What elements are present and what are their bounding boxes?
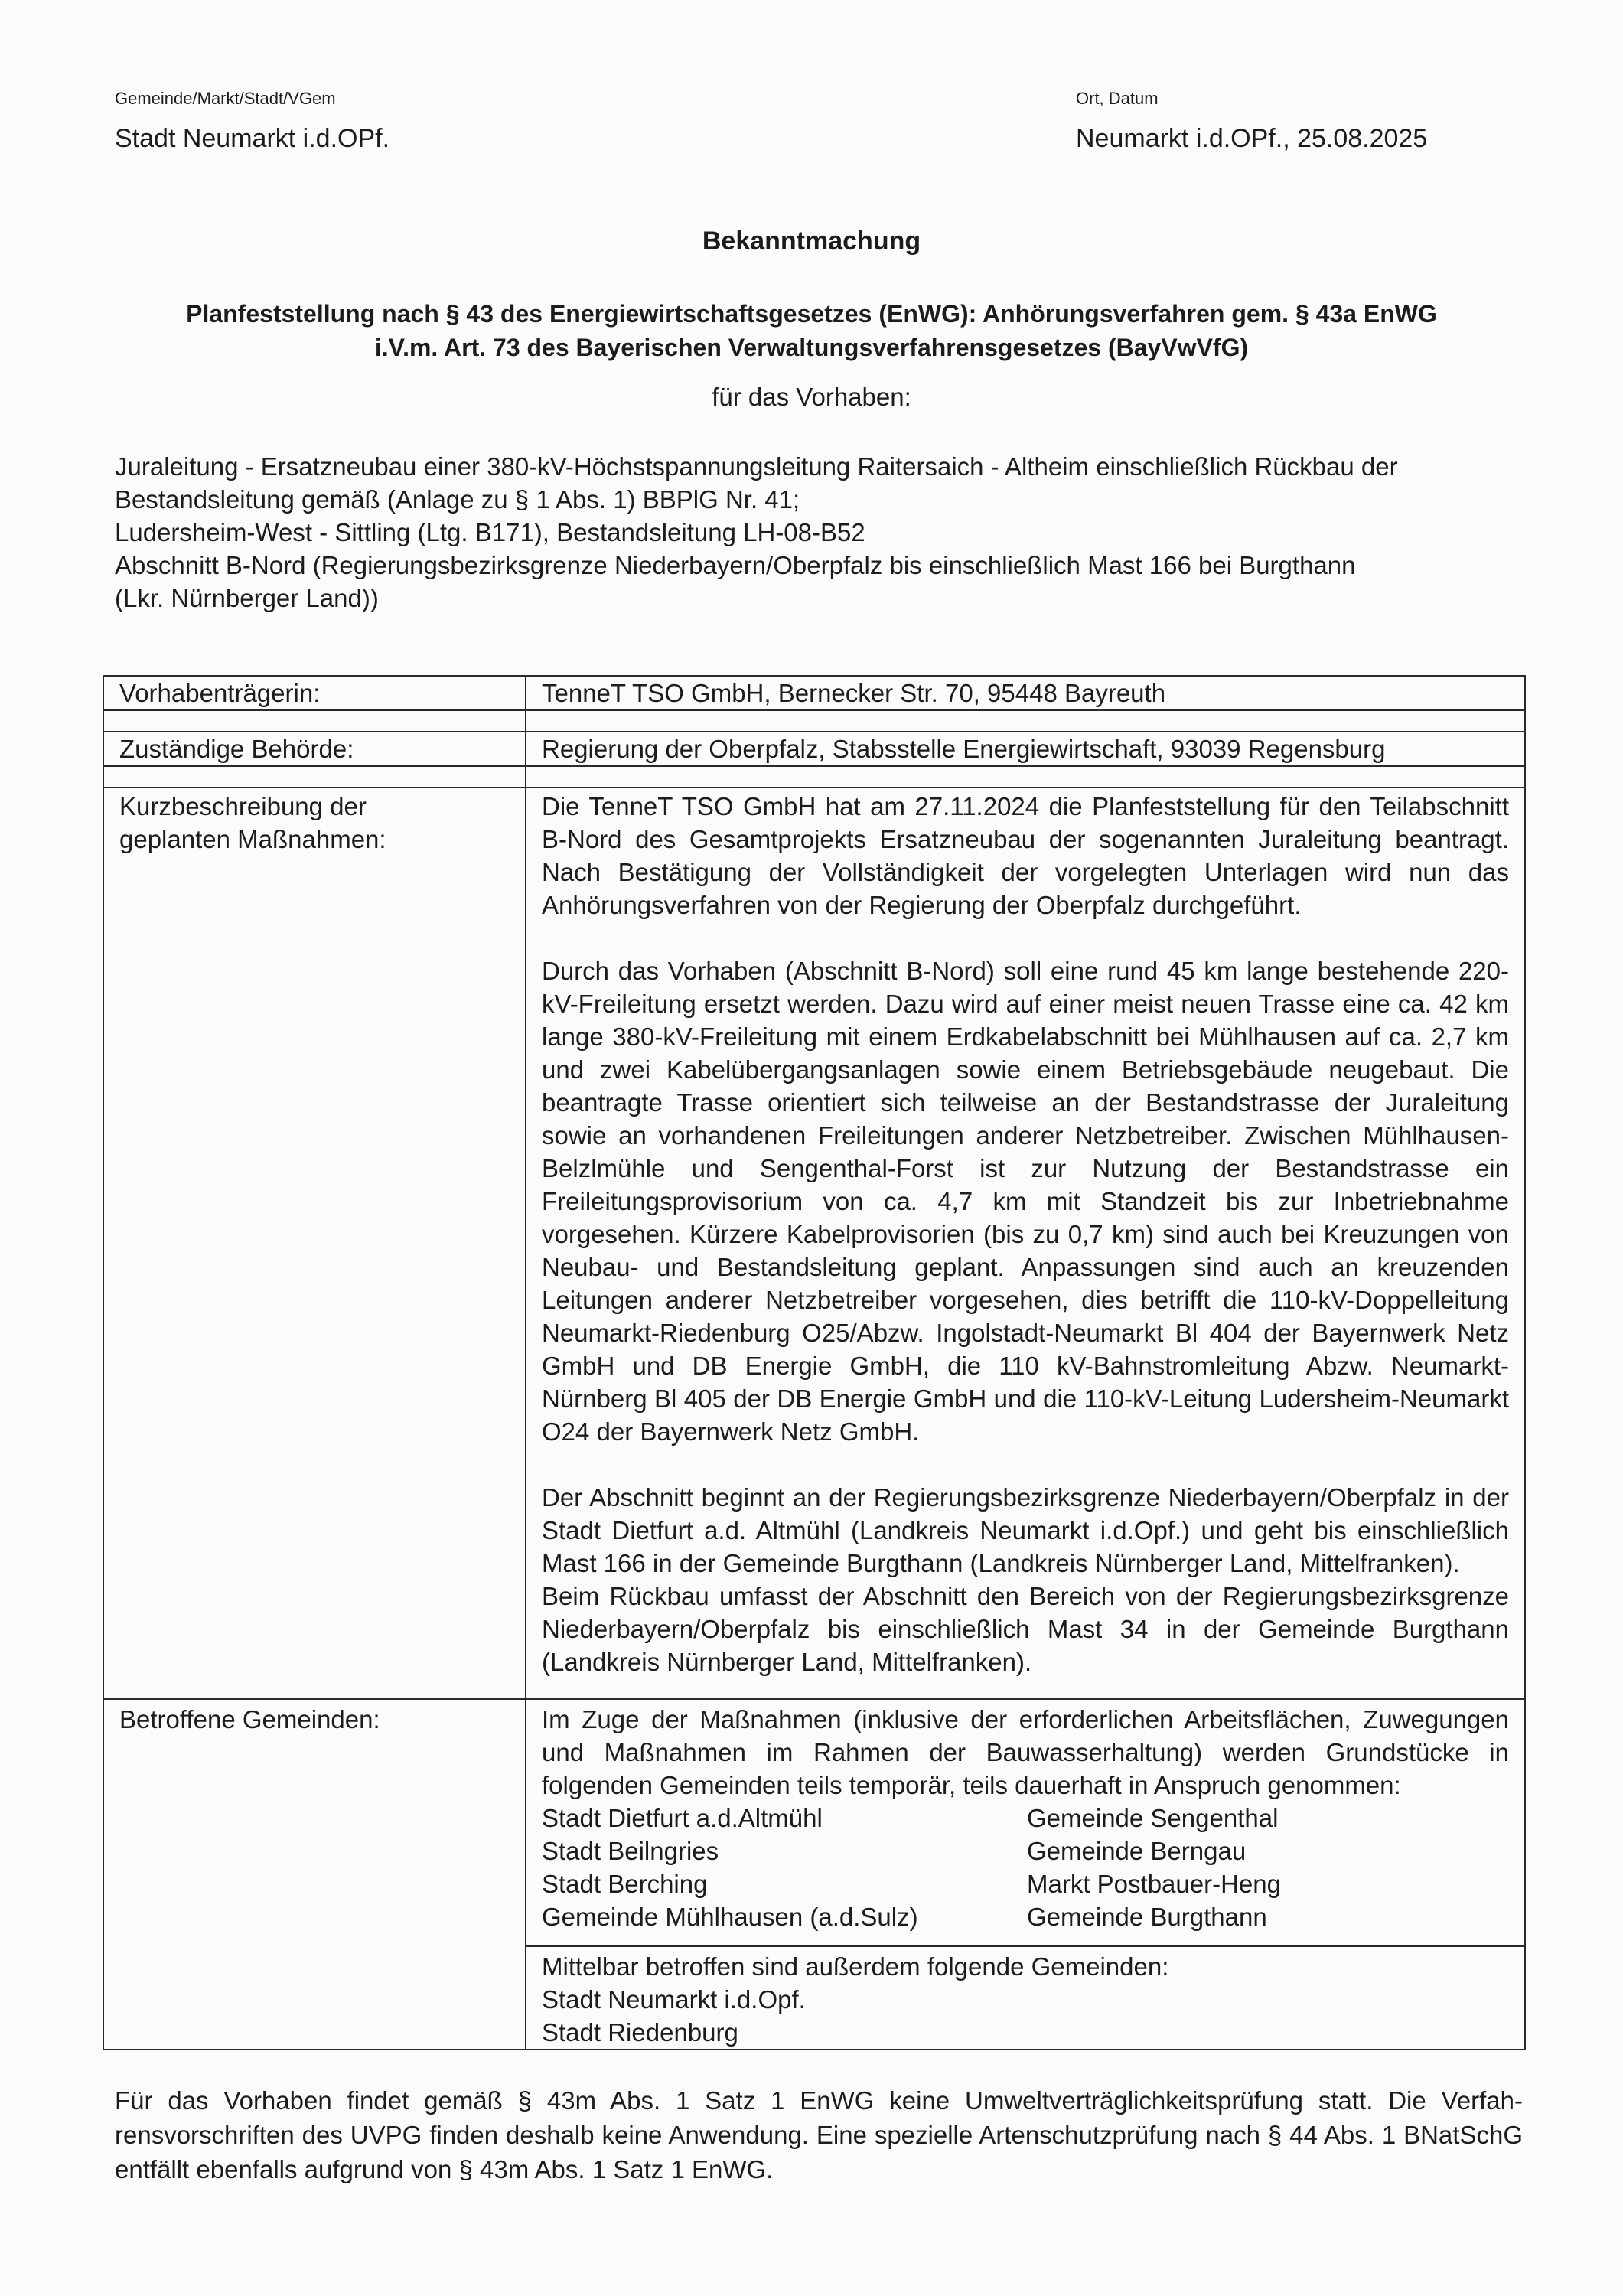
project-line: Ludersheim-West - Sittling (Ltg. B171), Bestandsleitung LH-08-B52 (115, 518, 865, 546)
town-item: Stadt Riedenburg (542, 2018, 738, 2047)
town-item: Stadt Dietfurt a.d.Altmühl (542, 1804, 823, 1832)
subtitle-line: Planfeststellung nach § 43 des Energiewirtschaftsgesetzes (EnWG): Anhörungsverfahren gem. § 43a EnWG (186, 300, 1437, 328)
municipality-value: Stadt Neumarkt i.d.OPf. (115, 124, 390, 153)
kurzbeschreibung-value (526, 788, 1525, 1699)
document-title: Bekanntmachung (702, 227, 921, 256)
town-item: Stadt Berching (542, 1870, 708, 1898)
table-row (103, 676, 1525, 710)
footer-note: Für das Vorhaben findet gemäß § 43m Abs. 1 Satz 1 EnWG keine Umweltverträglichkeitsprüfung statt. Die Verfahrensvorschriften des UVPG finden deshalb keine Anwendung. Eine spezielle Artenschutzprüfung nach § 44 Abs. 1 BNatSchG entfällt ebenfalls aufgrund von § 43m Abs. 1 Satz 1 EnWG. (115, 2086, 1523, 2183)
town-list (542, 1802, 1509, 1933)
gemeinden-label: Betroffene Gemeinden: (103, 1699, 526, 2050)
place-date-label: Ort, Datum (1076, 89, 1159, 108)
town-item: Gemeinde Mühlhausen (a.d.Sulz) (542, 1903, 918, 1931)
kurzbeschreibung-paragraph: Der Abschnitt beginnt an der Regierungsbezirksgrenze Niederbayern/Oberpfalz in der Stadt Dietfurt a.d. Altmühl (Landkreis Neumarkt i.d.Opf.) und geht bis einschließlich Mast 166 in der Gemeinde Burgthann (Landkreis Nürnberger Land, Mittelfranken). (542, 1483, 1509, 1577)
project-line: Bestandsleitung gemäß (Anlage zu § 1 Abs. 1) BBPlG Nr. 41; (115, 485, 800, 514)
kurzbeschreibung-label: Kurzbeschreibung der geplanten Maßnahmen: (103, 788, 526, 1699)
vorhabentraegerin-value: TenneT TSO GmbH, Bernecker Str. 70, 95448 Bayreuth (526, 676, 1525, 710)
behoerde-label: Zuständige Behörde: (103, 732, 526, 766)
project-line: Juraleitung - Ersatzneubau einer 380-kV-Höchstspannungsleitung Raitersaich - Altheim einschließlich Rückbau der (115, 452, 1398, 481)
project-intro: für das Vorhaben: (712, 383, 911, 411)
mittelbar-intro: Mittelbar betroffen sind außerdem folgende Gemeinden: (542, 1952, 1169, 1981)
document-subtitle (107, 297, 1516, 364)
town-item: Gemeinde Burgthann (1027, 1903, 1267, 1931)
subtitle-line: i.V.m. Art. 73 des Bayerischen Verwaltungsverfahrensgesetzes (BayVwVfG) (374, 334, 1249, 361)
vorhabentraegerin-label: Vorhabenträgerin: (103, 676, 526, 710)
kurzbeschreibung-paragraph: Die TenneT TSO GmbH hat am 27.11.2024 die Planfeststellung für den Teilabschnitt B-Nord des Gesamtprojekts Ersatzneubau der sogenannten Juraleitung beantragt. Nach Bestätigung der Vollständigkeit der vorgelegten Unterlagen wird nun das Anhörungsverfahren von der Regierung der Oberpfalz durchgeführt. (542, 792, 1509, 919)
municipality-label: Gemeinde/Markt/Stadt/VGem (115, 89, 336, 108)
project-description (115, 450, 1523, 615)
town-item: Stadt Neumarkt i.d.Opf. (542, 1985, 806, 2014)
town-item: Stadt Beilngries (542, 1837, 719, 1865)
mittelbar-value (526, 1946, 1525, 2050)
table-row (103, 1699, 1525, 1946)
table-row (103, 788, 1525, 1699)
project-line: Abschnitt B-Nord (Regierungsbezirksgrenze Niederbayern/Oberpfalz bis einschließlich Mast 166 bei Burgthann (115, 551, 1356, 579)
kurzbeschreibung-paragraph: Durch das Vorhaben (Abschnitt B-Nord) soll eine rund 45 km lange bestehende 220-kV-Freileitung ersetzt werden. Dazu wird auf einer meist neuen Trasse eine ca. 42 km lange 380-kV-Freileitung mit einem Erdkabelabschnitt bei Mühlhausen auf ca. 2,7 km und zwei Kabelübergangsanlagen sowie einem Betriebsgebäude neugebaut. Die beantragte Trasse orientiert sich teilweise an der Bestandstrasse der Juraleitung sowie an vorhandenen Freileitungen anderer Netzbetreiber. Zwischen Mühlhausen-Belzlmühle und Sengenthal-Forst ist zur Nutzung der Bestandstrasse ein Freileitungsprovisorium von ca. 4,7 km mit Standzeit bis zur Inbetriebnahme vorgesehen. Kürzere Kabelprovisorien (bis zu 0,7 km) sind auch bei Kreuzungen von Neubau- und Bestandsleitung geplant. Anpassungen sind auch an kreuzenden Leitungen anderer Netzbetreiber vorgesehen, dies betrifft die 110-kV-Doppelleitung Neumarkt-Riedenburg O25/Abzw. Ingolstadt-Neumarkt Bl 404 der Bayernwerk Netz GmbH und DB Energie GmbH, die 110 kV-Bahnstromleitung Abzw. Neumarkt-Nürnberg Bl 405 der DB Energie GmbH und die 110-kV-Leitung Ludersheim-Neumarkt O24 der Bayernwerk Netz GmbH. (542, 957, 1509, 1446)
gemeinden-intro: Im Zuge der Maßnahmen (inklusive der erforderlichen Arbeitsflächen, Zuwegungen und Maßnahmen im Rahmen der Bauwasserhaltung) werden Grundstücke in folgenden Gemeinden teils temporär, teils dauerhaft in Anspruch genommen: (542, 1705, 1509, 1799)
place-date-value: Neumarkt i.d.OPf., 25.08.2025 (1076, 124, 1428, 153)
behoerde-value: Regierung der Oberpfalz, Stabsstelle Energiewirtschaft, 93039 Regensburg (526, 732, 1525, 766)
table-row-spacer (103, 766, 1525, 788)
table-row-spacer (103, 710, 1525, 732)
kurzbeschreibung-paragraph: Beim Rückbau umfasst der Abschnitt den Bereich von der Regierungsbezirksgrenze Niederbayern/Oberpfalz bis einschließlich Mast 34 in der Gemeinde Burgthann (Landkreis Nürnberger Land, Mittelfranken). (542, 1582, 1509, 1676)
project-line: (Lkr. Nürnberger Land)) (115, 584, 379, 612)
town-item: Gemeinde Sengenthal (1027, 1804, 1279, 1832)
gemeinden-value (526, 1699, 1525, 1946)
town-item: Gemeinde Berngau (1027, 1837, 1247, 1865)
table-row (103, 732, 1525, 766)
info-table (103, 675, 1526, 2050)
town-item: Markt Postbauer-Heng (1027, 1870, 1281, 1898)
